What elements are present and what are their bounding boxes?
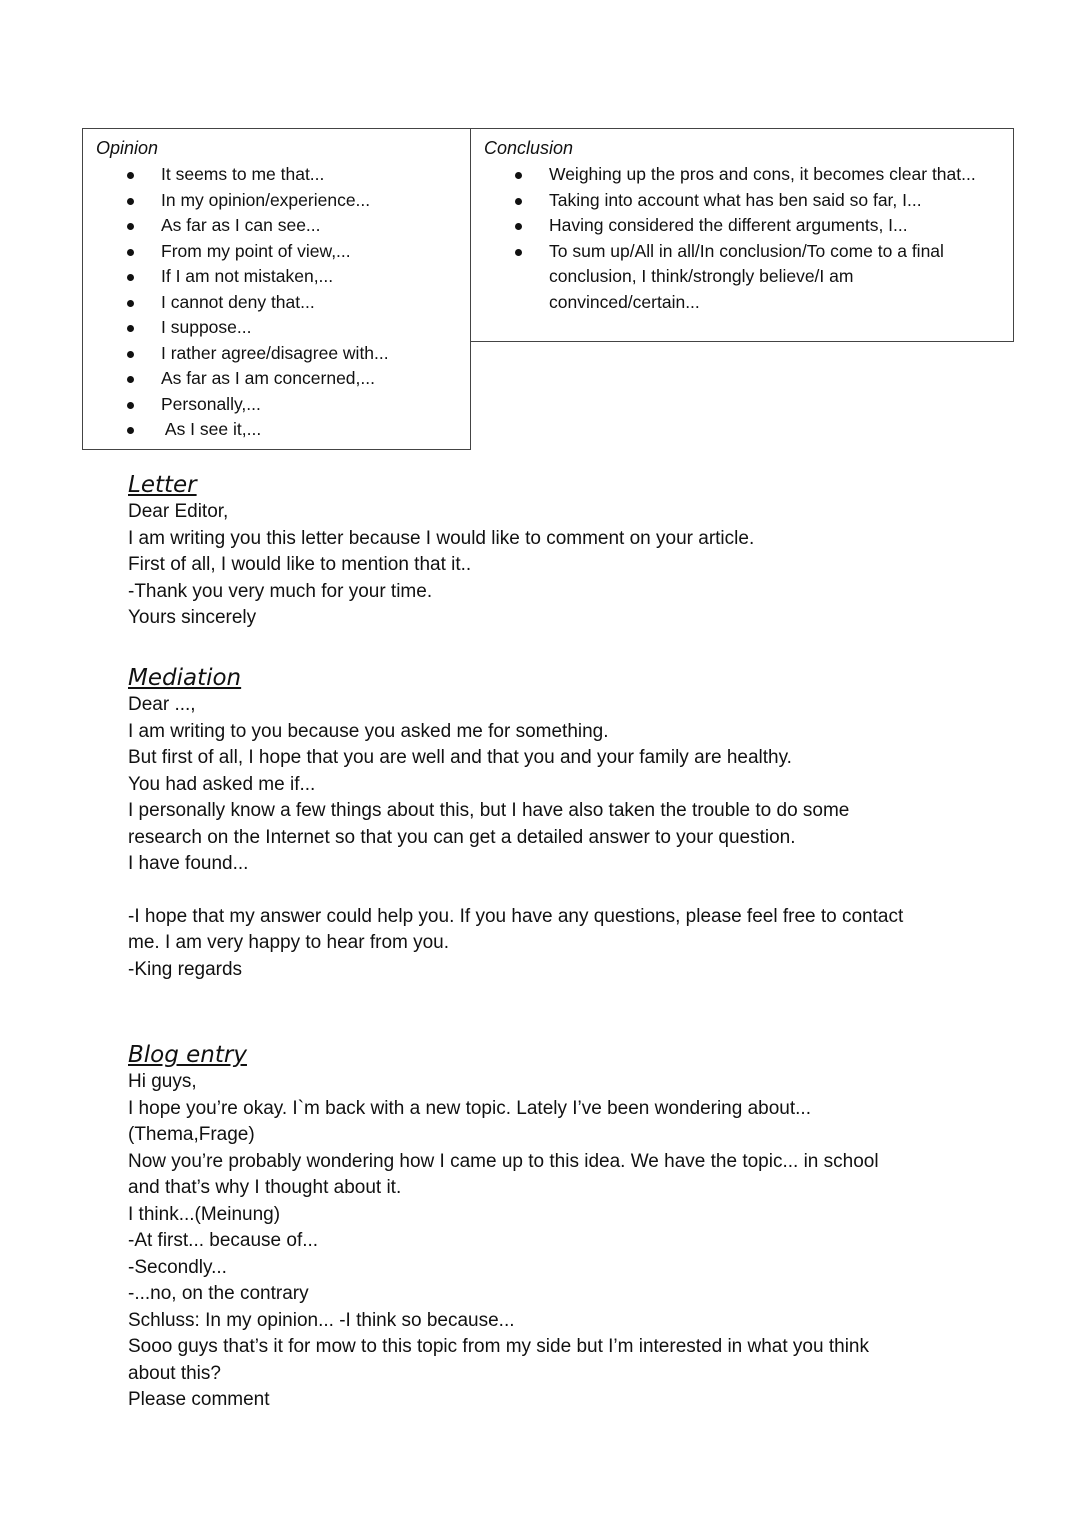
text-line: Now you’re probably wondering how I came up to this idea. We have the topic... in school xyxy=(128,1150,879,1172)
text-line: -...no, on the contrary xyxy=(128,1283,309,1304)
opinion-title: Opinion xyxy=(96,138,159,158)
list-item: Weighing up the pros and cons, it becomes clear that... xyxy=(513,162,1009,188)
conclusion-phrases-box xyxy=(470,128,1014,342)
text-line: Hi guys, xyxy=(128,1071,197,1092)
text-line: -I hope that my answer could help you. If you have any questions, please feel free to contact xyxy=(128,905,904,927)
text-line: Dear ..., xyxy=(128,694,196,715)
text-line: I personally know a few things about this, but I have also taken the trouble to do some xyxy=(128,800,850,821)
list-item: I cannot deny that... xyxy=(125,290,389,316)
mediation-heading: Mediation xyxy=(128,665,242,691)
opinion-phrases-box xyxy=(82,128,471,450)
blog-heading: Blog entry xyxy=(128,1042,247,1068)
text-line: Schluss: In my opinion... -I think so because... xyxy=(128,1309,515,1331)
list-item: Personally,... xyxy=(125,392,389,418)
list-item: Taking into account what has ben said so far, I... xyxy=(513,188,1009,214)
text-line: I think...(Meinung) xyxy=(128,1203,281,1225)
text-line: I am writing to you because you asked me for something. xyxy=(128,720,609,742)
list-item: As far as I can see... xyxy=(125,213,389,239)
letter-heading: Letter xyxy=(128,472,197,498)
text-line: You had asked me if... xyxy=(128,773,316,795)
spacer xyxy=(128,878,1008,904)
text-line: me. I am very happy to hear from you. xyxy=(128,932,450,953)
list-item: To sum up/All in all/In conclusion/To come to a final conclusion, I think/strongly believe/I am convinced/certain... xyxy=(513,239,1009,316)
list-item: As far as I am concerned,... xyxy=(125,366,389,392)
list-item: I suppose... xyxy=(125,315,389,341)
text-line: But first of all, I hope that you are well and that you and your family are healthy. xyxy=(128,747,792,768)
text-line: Yours sincerely xyxy=(128,607,257,628)
list-item: If I am not mistaken,... xyxy=(125,264,389,290)
blog-section xyxy=(128,1041,1008,1414)
conclusion-list xyxy=(513,162,1009,315)
conclusion-title: Conclusion xyxy=(484,138,574,158)
text-line: about this? xyxy=(128,1362,221,1384)
list-item: As I see it,... xyxy=(125,417,389,443)
list-item: It seems to me that... xyxy=(125,162,389,188)
text-line: Please comment xyxy=(128,1389,270,1410)
letter-section xyxy=(128,471,1008,632)
text-line: I hope you’re okay. I`m back with a new topic. Lately I’ve been wondering about... xyxy=(128,1097,811,1119)
text-line: Sooo guys that’s it for mow to this topic from my side but I’m interested in what you think xyxy=(128,1336,869,1357)
text-line: -King regards xyxy=(128,958,243,980)
text-line: First of all, I would like to mention that it.. xyxy=(128,554,472,575)
text-line: and that’s why I thought about it. xyxy=(128,1177,402,1198)
opinion-list xyxy=(125,162,389,443)
text-line: -At first... because of... xyxy=(128,1230,319,1251)
list-item: From my point of view,... xyxy=(125,239,389,265)
list-item: Having considered the different arguments, I... xyxy=(513,213,1009,239)
text-line: research on the Internet so that you can get a detailed answer to your question. xyxy=(128,826,796,848)
text-line: Dear Editor, xyxy=(128,501,229,522)
text-line: I am writing you this letter because I would like to comment on your article. xyxy=(128,527,755,549)
list-item: In my opinion/experience... xyxy=(125,188,389,214)
text-line: (Thema,Frage) xyxy=(128,1124,255,1145)
mediation-section xyxy=(128,664,1008,983)
list-item: I rather agree/disagree with... xyxy=(125,341,389,367)
text-line: I have found... xyxy=(128,853,249,874)
text-line: -Secondly... xyxy=(128,1256,227,1278)
text-line: -Thank you very much for your time. xyxy=(128,580,433,602)
